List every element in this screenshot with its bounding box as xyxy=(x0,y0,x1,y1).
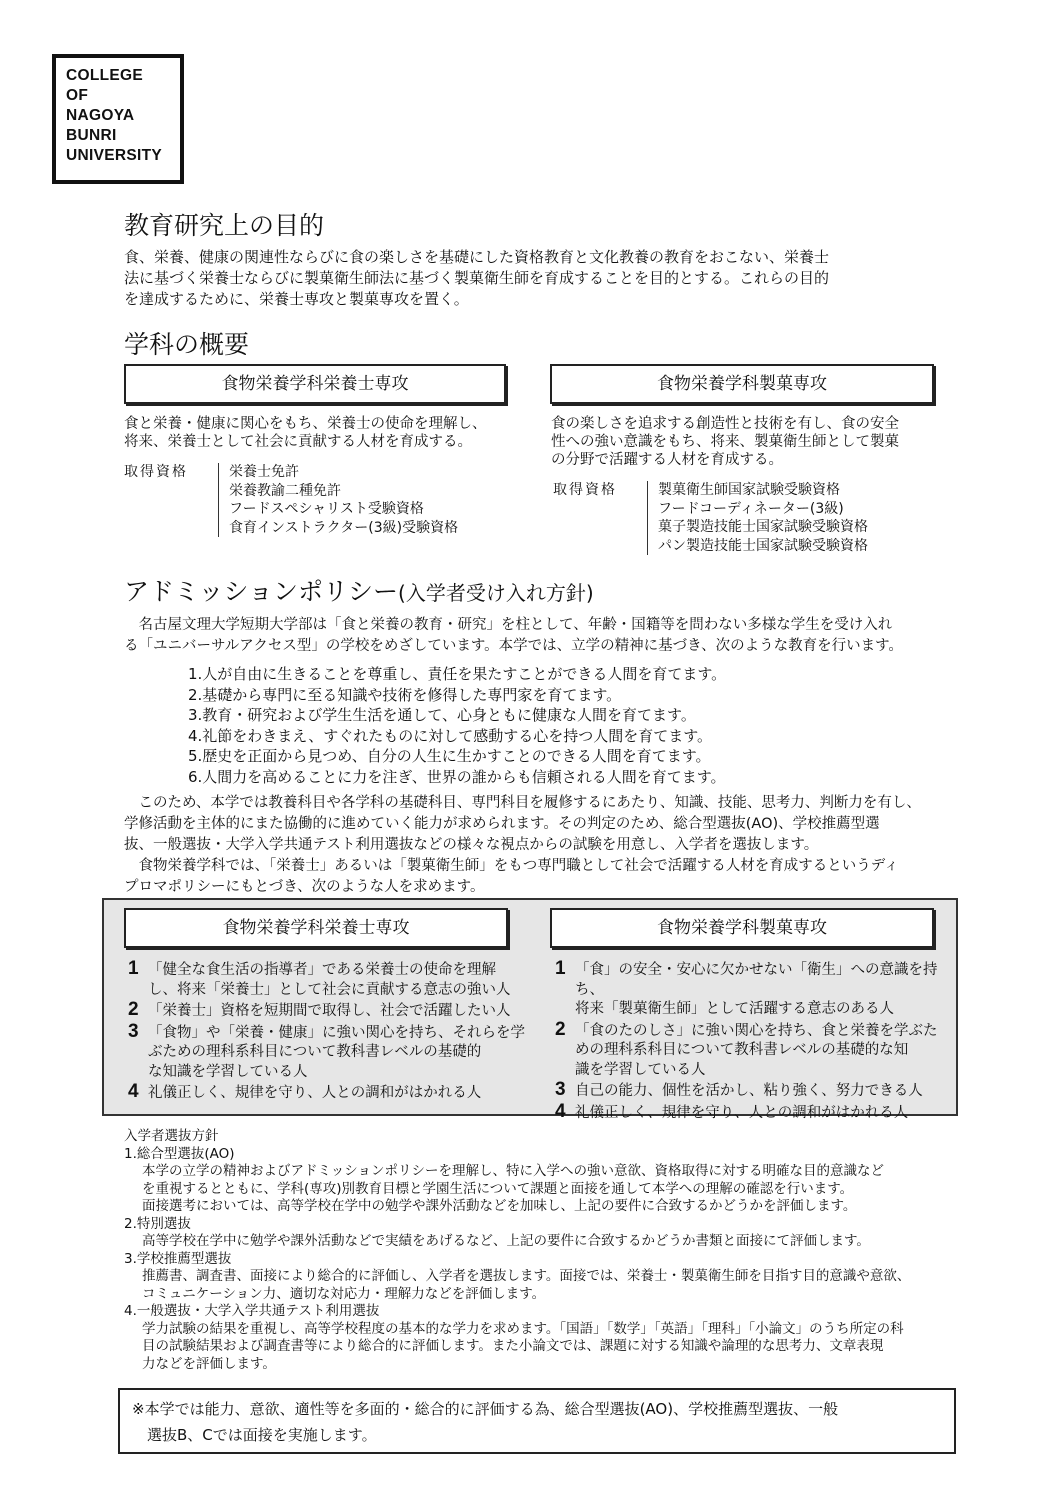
desc-line: 性への強い意識をもち、将来、製菓衛生師として製菓 xyxy=(551,434,899,450)
selection-heading: 3.学校推薦型選抜 xyxy=(124,1250,232,1267)
item-number: 3 xyxy=(128,1020,139,1042)
logo-line: OF xyxy=(66,87,89,104)
selection-line: 本学の立学の精神およびアドミッションポリシーを理解し、特に入学への強い意欲、資格取得に対する明確な目的意識など xyxy=(142,1163,884,1179)
item-line: 自己の能力、個性を活かし、粘り強く、努力できる人 xyxy=(575,1083,923,1099)
confectionery-desired-list xyxy=(555,958,955,1125)
desc-line: 食の楽しさを追求する創造性と技術を有し、食の安全 xyxy=(551,416,899,432)
purpose-line: 法に基づく栄養士ならびに製菓衛生師法に基づく製菓衛生師を育成することを目的とする。これらの目的 xyxy=(124,269,830,287)
college-logo xyxy=(52,54,184,184)
nutritionist-policy-label: 食物栄養学科栄養士専攻 xyxy=(124,908,508,948)
desired-item xyxy=(128,1081,528,1104)
education-goal: 3.教育・研究および学生生活を通して、心身ともに健康な人間を育てます。 xyxy=(188,706,696,724)
qualification-item: 食育インストラクター(3級)受験資格 xyxy=(229,519,459,536)
item-line: 識を学習している人 xyxy=(575,1061,706,1078)
item-line: な知識を学習している人 xyxy=(148,1063,308,1080)
logo-line: UNIVERSITY xyxy=(66,147,163,164)
item-line: 将来「製菓衛生師」として活躍する意志のある人 xyxy=(575,1001,894,1017)
education-goal: 4.礼節をわきまえ、すぐれたものに対して感動する心を持つ人間を育てます。 xyxy=(188,726,713,745)
purpose-text xyxy=(124,247,944,310)
note-line: ※本学では能力、意欲、適性等を多面的・総合的に評価する為、総合型選抜(AO)、学校推薦型選抜、一般 xyxy=(132,1400,839,1418)
selection-line: を重視するとともに、学科(専攻)別教育目標と学園生活について課題と面接を通して本学への理解の確認を行います。 xyxy=(142,1180,854,1197)
item-line: めの理科系科目について教科書レベルの基礎的な知 xyxy=(575,1042,909,1058)
admission-policy-subtitle: (入学者受け入れ方針) xyxy=(398,581,594,605)
selection-line: 高等学校在学中に勉学や課外活動などで実績をあげるなど、上記の要件に合致するかどうか書類と面接にて評価します。 xyxy=(142,1233,870,1249)
purpose-line: を達成するために、栄養士専攻と製菓専攻を置く。 xyxy=(124,290,469,308)
selection-line: 面接選考においては、高等学校在学中の勉学や課外活動などを加味し、上記の要件に合致するかどうかを評価します。 xyxy=(142,1198,857,1214)
selection-line: 目の試験結果および調査書等により総合的に評価します。また小論文では、課題に対する知識や論理的な思考力、文章表現 xyxy=(142,1338,884,1354)
interview-note-box xyxy=(118,1388,956,1454)
selection-policy xyxy=(124,1128,949,1373)
selection-line: コミュニケーション力、適切な対応力・理解力などを評価します。 xyxy=(142,1285,546,1302)
qualification-item: 菓子製造技能士国家試験受験資格 xyxy=(658,519,868,535)
desired-item xyxy=(555,1018,955,1081)
body-line: 食物栄養学科では、「栄養士」あるいは「製菓衛生師」をもつ専門職として社会で活躍する人材を育成するというディ xyxy=(124,858,899,874)
logo-line: BUNRI xyxy=(66,127,117,144)
item-number: 1 xyxy=(555,958,566,979)
overview-heading: 学科の概要 xyxy=(124,330,250,359)
nutritionist-course-desc xyxy=(124,415,524,451)
item-line: 「食物」や「栄養・健康」に強い関心を持ち、それらを学 xyxy=(148,1024,525,1041)
admission-policy-title: アドミッションポリシー xyxy=(124,577,399,606)
education-goals-list xyxy=(188,664,726,787)
item-number: 3 xyxy=(555,1079,566,1100)
qualification-item: 栄養教諭二種免許 xyxy=(229,482,341,499)
item-line: ぶための理科系科目について教科書レベルの基礎的 xyxy=(148,1044,482,1060)
admission-intro xyxy=(124,615,954,657)
selection-policy-title: 入学者選抜方針 xyxy=(124,1128,219,1144)
education-goal: 2.基礎から専門に至る知識や技術を修得した専門家を育てます。 xyxy=(188,685,622,704)
desired-item xyxy=(128,1020,528,1083)
item-number: 4 xyxy=(128,1081,139,1102)
body-line: プロマポリシーにもとづき、次のような人を求めます。 xyxy=(124,879,485,895)
confectionery-course-desc xyxy=(551,415,951,469)
item-line: 「食のたのしさ」に強い関心を持ち、食と栄養を学ぶた xyxy=(575,1022,938,1039)
desc-line: 食と栄養・健康に関心をもち、栄養士の使命を理解し、 xyxy=(124,416,487,432)
selection-line: 推薦書、調査書、面接により総合的に評価し、入学者を選抜します。面接では、栄養士・製菓衛生師を目指す目的意識や意欲、 xyxy=(142,1268,911,1284)
education-goal: 5.歴史を正面から見つめ、自分の人生に生かすことのできる人間を育てます。 xyxy=(188,747,711,765)
body-line: このため、本学では教養科目や各学科の基礎科目、専門科目を履修するにあたり、知識、技能、思考力、判断力を有し、 xyxy=(124,795,921,811)
desc-line: の分野で活躍する人材を育成する。 xyxy=(551,452,783,468)
education-goal: 6.人間力を高めることに力を注ぎ、世界の誰からも信頼される人間を育てます。 xyxy=(188,767,726,786)
item-line: 「食」の安全・安心に欠かせない「衛生」への意識を持ち、 xyxy=(575,962,938,998)
selection-heading: 2.特別選抜 xyxy=(124,1215,191,1232)
selection-line: 力などを評価します。 xyxy=(142,1355,276,1372)
qualification-label: 取得資格 xyxy=(124,464,188,480)
body-line: 抜、一般選抜・大学入学共通テスト利用選抜などの様々な視点からの試験を用意し、入学者を選抜します。 xyxy=(124,837,819,853)
nutritionist-qualifications xyxy=(124,463,524,543)
education-goal: 1.人が自由に生きることを尊重し、責任を果たすことができる人間を育てます。 xyxy=(188,665,727,683)
admission-body xyxy=(124,793,954,898)
item-line: 「栄養士」資格を短期間で取得し、社会で活躍したい人 xyxy=(148,1003,511,1019)
intro-line: る「ユニバーサルアクセス型」の学校をめざしています。本学では、立学の精神に基づき、次のような教育を行います。 xyxy=(124,638,903,654)
item-line: 礼儀正しく、規律を守り、人との調和がはかれる人 xyxy=(148,1085,482,1101)
item-number: 2 xyxy=(128,999,139,1020)
intro-line: 名古屋文理大学短期大学部は「食と栄養の教育・研究」を柱として、年齢・国籍等を問わない多様な学生を受け入れ xyxy=(124,617,893,633)
qualification-item: パン製造技能士国家試験受験資格 xyxy=(658,537,868,554)
qualification-item: 栄養士免許 xyxy=(229,464,299,480)
logo-line: NAGOYA xyxy=(66,107,135,124)
nutritionist-course-label: 食物栄養学科栄養士専攻 xyxy=(124,364,506,404)
selection-heading: 4.一般選抜・大学入学共通テスト利用選抜 xyxy=(124,1303,380,1319)
item-number: 1 xyxy=(128,958,139,979)
selection-line: 学力試験の結果を重視し、高等学校程度の基本的な学力を求めます。「国語」「数学」「英語」「理科」「小論文」のうち所定の科 xyxy=(142,1320,904,1337)
desired-item xyxy=(555,1100,955,1124)
nutritionist-desired-list xyxy=(128,958,528,1106)
qualification-list xyxy=(647,481,868,555)
desc-line: 将来、栄養士として社会に貢献する人材を育成する。 xyxy=(124,434,472,450)
note-line: 選抜B、Cでは面接を実施します。 xyxy=(132,1426,377,1444)
qualification-label: 取得資格 xyxy=(553,482,617,498)
qualification-item: フードスペシャリスト受験資格 xyxy=(229,501,424,517)
logo-line: COLLEGE xyxy=(66,67,144,84)
item-number: 2 xyxy=(555,1018,566,1040)
desired-item xyxy=(128,999,528,1022)
admission-policy-heading xyxy=(124,572,594,608)
confectionery-policy-label: 食物栄養学科製菓専攻 xyxy=(550,908,934,948)
item-line: 礼儀正しく、規律を守り、人との調和がはかれる人 xyxy=(575,1104,909,1121)
item-number: 4 xyxy=(555,1100,566,1122)
purpose-heading: 教育研究上の目的 xyxy=(124,211,325,240)
selection-heading: 1.総合型選抜(AO) xyxy=(124,1145,235,1162)
item-line: 「健全な食生活の指導者」である栄養士の使命を理解 xyxy=(148,962,496,978)
body-line: 学修活動を主体的にまた協働的に進めていく能力が求められます。その判定のため、総合型選抜(AO)、学校推薦型選 xyxy=(124,816,880,832)
qualification-item: 製菓衛生師国家試験受験資格 xyxy=(658,482,840,498)
item-line: し、将来「栄養士」として社会に貢献する意志の強い人 xyxy=(148,981,511,998)
desired-item xyxy=(555,958,955,1020)
qualification-item: フードコーディネーター(3級) xyxy=(658,500,844,517)
confectionery-qualifications xyxy=(553,481,953,561)
confectionery-course-label: 食物栄養学科製菓専攻 xyxy=(550,364,934,404)
qualification-list xyxy=(218,463,458,537)
desired-item xyxy=(555,1079,955,1102)
purpose-line: 食、栄養、健康の関連性ならびに食の楽しさを基礎にした資格教育と文化教養の教育をおこない、栄養士 xyxy=(124,248,830,266)
desired-item xyxy=(128,958,528,1000)
